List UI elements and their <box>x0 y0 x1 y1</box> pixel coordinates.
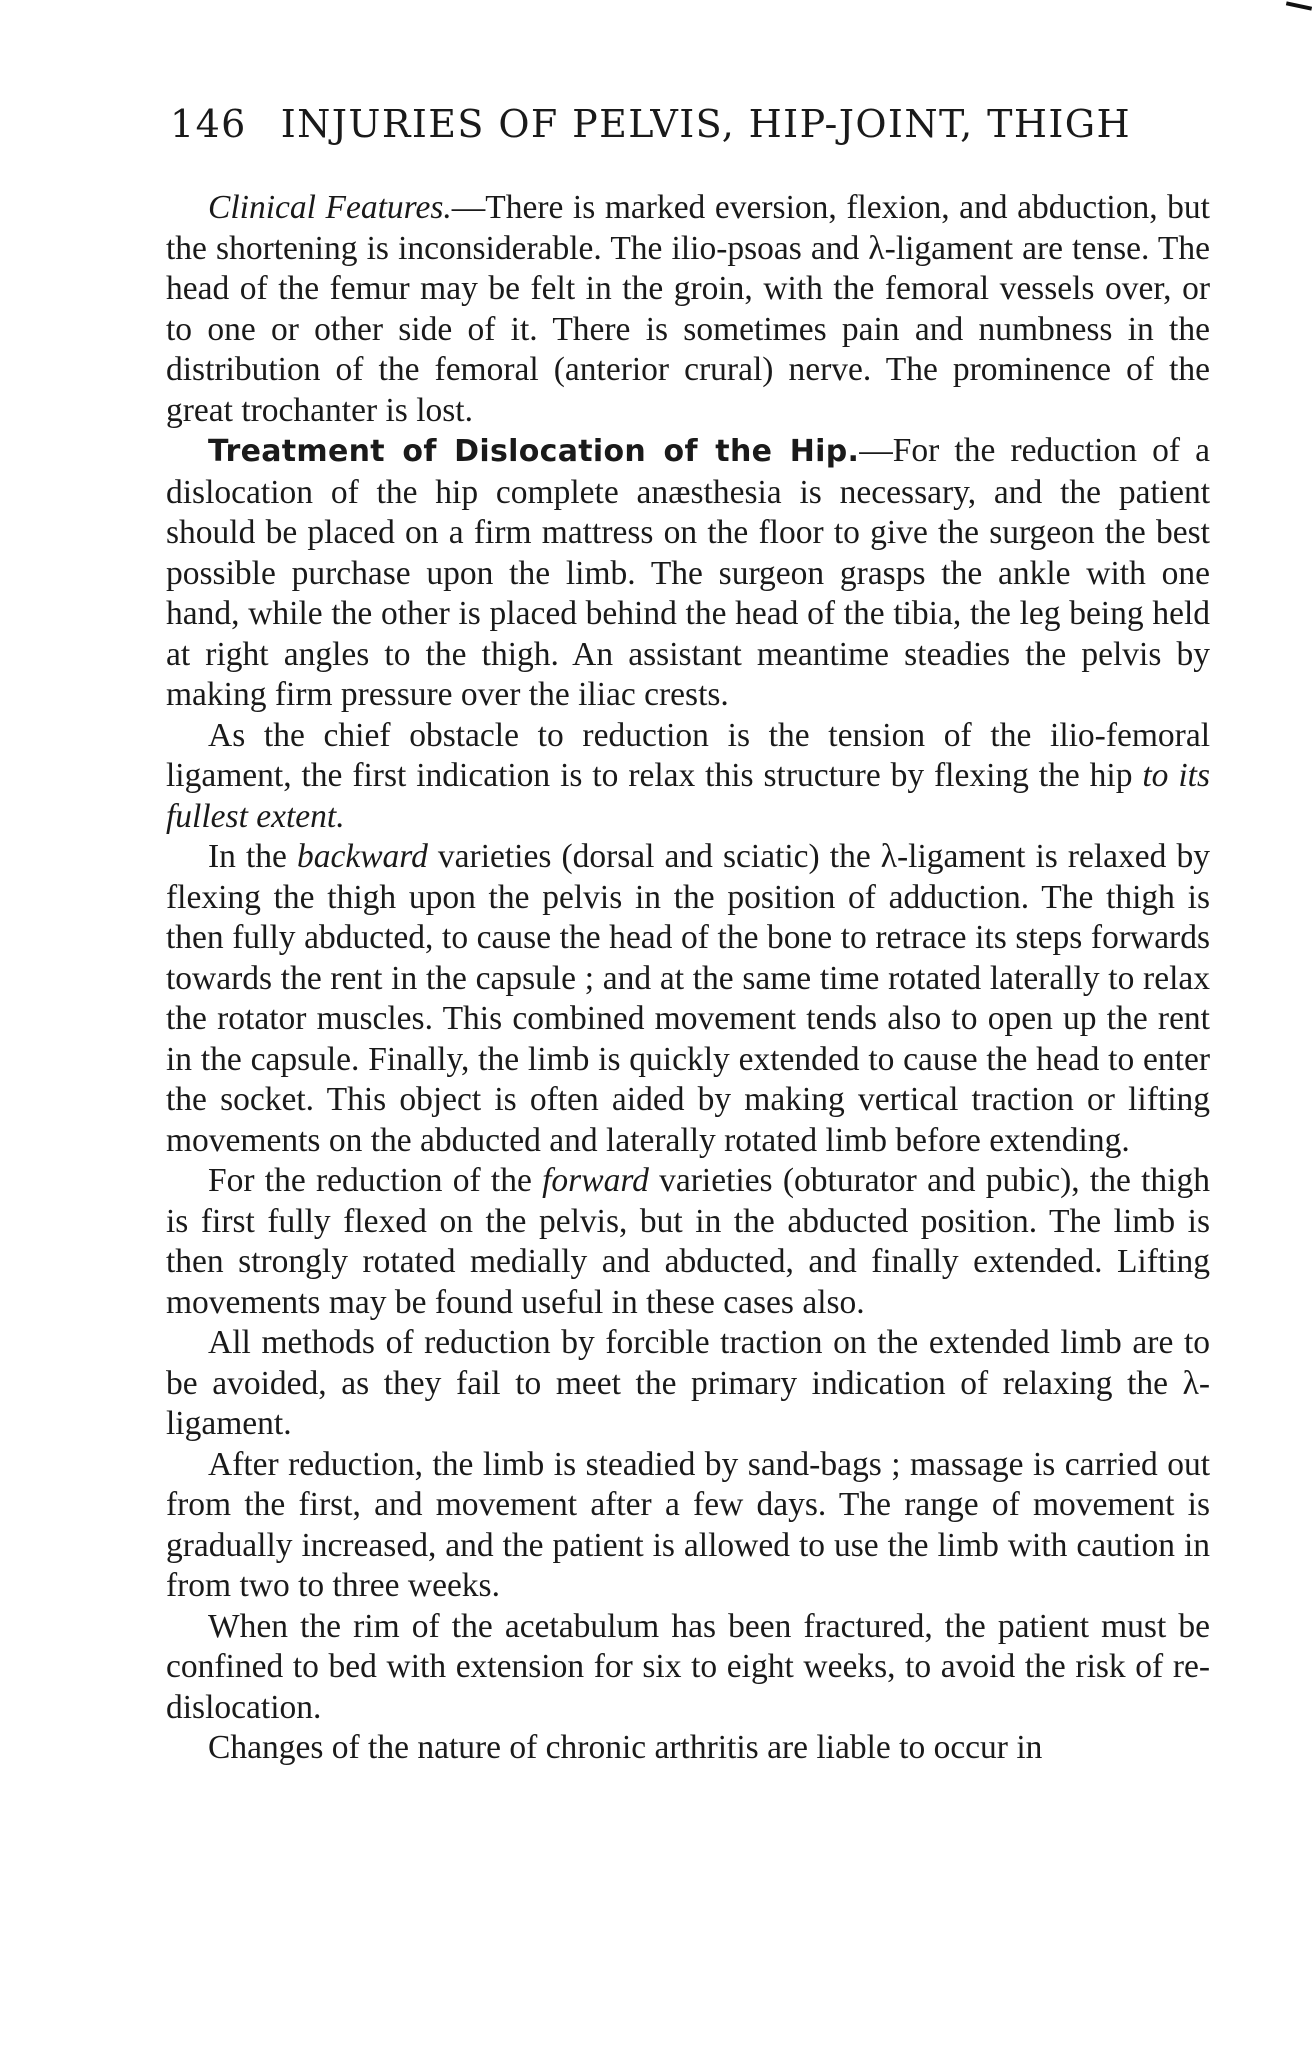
backward-italic: backward <box>296 838 428 875</box>
page-header <box>170 102 1210 146</box>
paragraph-forward <box>166 1161 1210 1323</box>
paragraph-backward <box>166 837 1210 1161</box>
paragraph-traction <box>166 1323 1210 1445</box>
paragraph-treatment <box>166 431 1210 716</box>
paragraph-changes <box>166 1728 1210 1769</box>
scan-corner-mark <box>1286 1 1312 10</box>
obstacle-italic: to its fullest extent. <box>166 757 1210 835</box>
rim-text: When the rim of the acetabulum has been fractured, the patient must be confined to bed with extension for six to eight weeks, to avoid the risk of re-dislocation. <box>166 1607 1210 1726</box>
clinical-features-label: Clinical Features. <box>208 189 452 226</box>
changes-text: Changes of the nature of chronic arthritis are liable to occur in <box>208 1729 1043 1766</box>
forward-italic: forward <box>542 1162 649 1199</box>
paragraph-clinical-features <box>166 188 1210 431</box>
paragraph-rim <box>166 1607 1210 1729</box>
treatment-text: —For the reduction of a dislocation of the hip complete anæsthesia is necessary, and the patient should be placed on a firm mattress on the floor to give the surgeon the best possible purchase upon the limb. The surgeon grasps the ankle with one hand, while the other is placed behind the head of the tibia, the leg being held at right angles to the thigh. An assistant meantime steadies the pelvis by making firm pressure over the iliac crests. <box>166 432 1211 713</box>
backward-pre: In the <box>208 838 297 875</box>
page-number: 146 <box>170 102 247 146</box>
traction-text: All methods of reduction by forcible traction on the extended limb are to be avoided, as they fail to meet the primary indication of relaxing the λ-ligament. <box>166 1324 1210 1442</box>
body-text <box>166 188 1210 1769</box>
obstacle-text: As the chief obstacle to reduction is the tension of the ilio-femoral ligament, the first indication is to relax this structure by flexing the hip <box>166 716 1210 794</box>
forward-text: varieties (obturator and pubic), the thigh is first fully flexed on the pelvis, but in the abducted position. The limb is then strongly rotated medially and abducted, and finally extended. Lifting movements may be found useful in these cases also. <box>166 1162 1210 1321</box>
paragraph-obstacle <box>166 716 1210 838</box>
after-reduction-text: After reduction, the limb is steadied by sand-bags ; massage is carried out from the first, and movement after a few days. The range of movement is gradually increased, and the patient is allowed to use the limb with caution in from two to three weeks. <box>166 1445 1210 1604</box>
forward-pre: For the reduction of the <box>208 1162 543 1199</box>
clinical-features-text: —There is marked eversion, flexion, and abduction, but the shortening is inconsiderable. The ilio-psoas and λ-ligament are tense. The head of the femur may be felt in the groin, with the femoral vessels over, or to one or other side of it. There is sometimes pain and numbness in the distribution of the femoral (anterior crural) nerve. The prominence of the great trochanter is lost. <box>166 189 1210 429</box>
paragraph-after-reduction <box>166 1445 1210 1607</box>
running-title: INJURIES OF PELVIS, HIP-JOINT, THIGH <box>280 102 1132 146</box>
backward-text: varieties (dorsal and sciatic) the λ-ligament is relaxed by flexing the thigh upon the pelvis in the position of adduction. The thigh is then fully abducted, to cause the head of the bone to retrace its steps forwards towards the rent in the capsule ; and at the same time rotated laterally to relax the rotator muscles. This combined movement tends also to open up the rent in the capsule. Finally, the limb is quickly extended to cause the head to enter the socket. This object is often aided by making vertical traction or lifting movements on the abducted and laterally rotated limb before extending. <box>166 838 1210 1159</box>
treatment-heading: Treatment of Dislocation of the Hip. <box>208 434 860 469</box>
